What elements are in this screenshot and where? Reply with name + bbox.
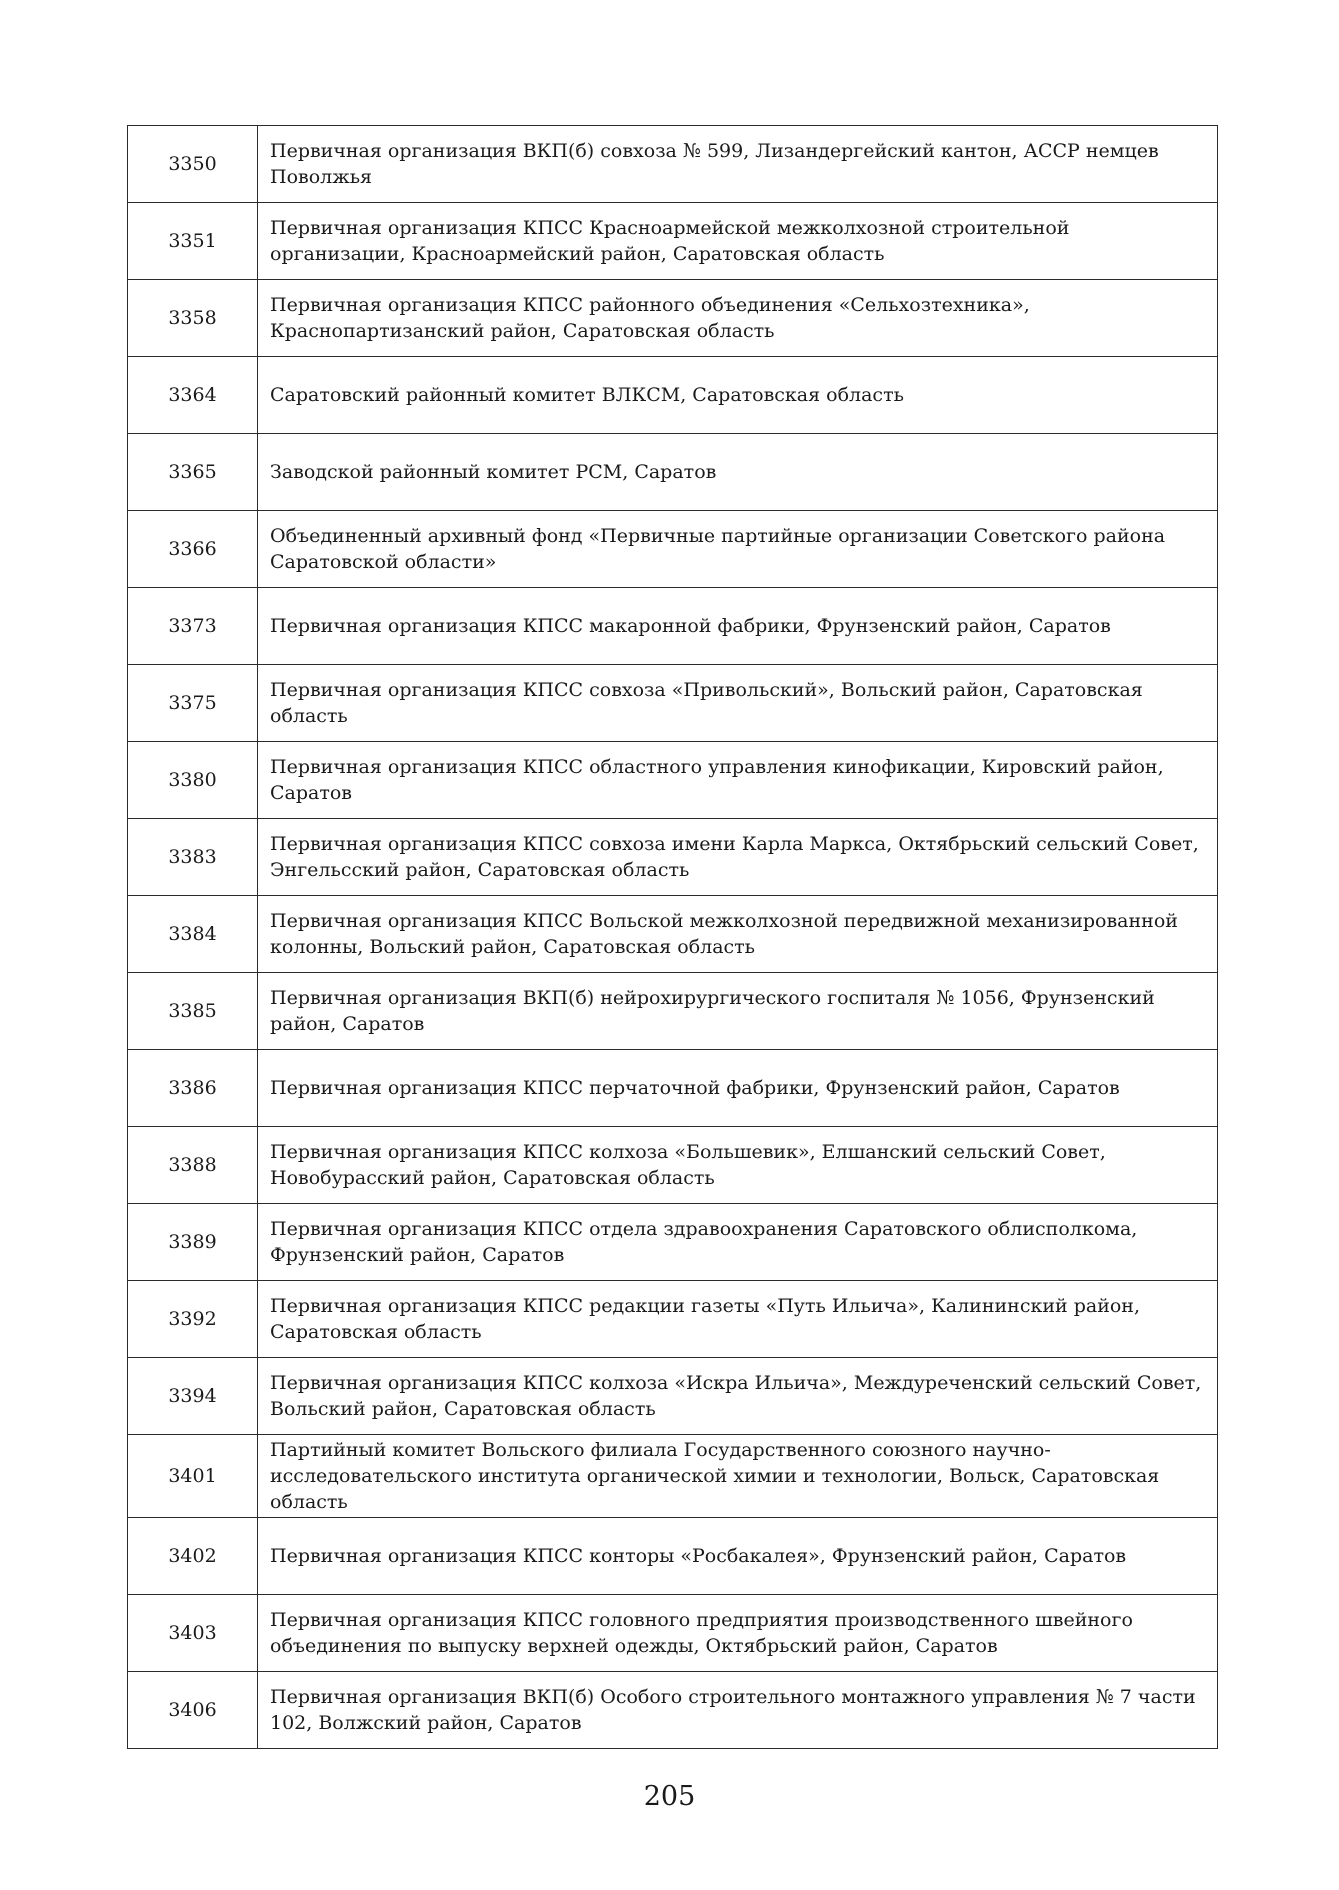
fund-name: Первичная организация КПСС перчаточной фабрики, Фрунзенский район, Саратов — [258, 1050, 1218, 1127]
table-row — [128, 1204, 1218, 1281]
fund-name: Первичная организация КПСС Вольской межколхозной передвижной механизированной колонны, Вольский район, Саратовская область — [258, 896, 1218, 973]
table-row — [128, 126, 1218, 203]
table-row — [128, 280, 1218, 357]
table-row — [128, 203, 1218, 280]
table-row — [128, 511, 1218, 588]
fund-name: Первичная организация КПСС редакции газеты «Путь Ильича», Калининский район, Саратовская область — [258, 1281, 1218, 1358]
fund-name: Первичная организация КПСС совхоза имени Карла Маркса, Октябрьский сельский Совет, Энгельсский район, Саратовская область — [258, 819, 1218, 896]
table-row — [128, 1595, 1218, 1672]
fund-name: Первичная организация КПСС Красноармейской межколхозной строительной организации, Красноармейский район, Саратовская область — [258, 203, 1218, 280]
table-row — [128, 665, 1218, 742]
fund-number: 3364 — [128, 357, 258, 434]
fund-number: 3366 — [128, 511, 258, 588]
fund-number: 3358 — [128, 280, 258, 357]
fund-number: 3380 — [128, 742, 258, 819]
fund-number: 3384 — [128, 896, 258, 973]
table-row — [128, 742, 1218, 819]
fund-name: Первичная организация КПСС отдела здравоохранения Саратовского облисполкома, Фрунзенский район, Саратов — [258, 1204, 1218, 1281]
page-number: 205 — [643, 1781, 696, 1812]
fund-name: Первичная организация КПСС макаронной фабрики, Фрунзенский район, Саратов — [258, 588, 1218, 665]
table-row — [128, 434, 1218, 511]
table-row — [128, 588, 1218, 665]
fund-number: 3385 — [128, 973, 258, 1050]
fund-number: 3401 — [128, 1435, 258, 1518]
fund-number: 3350 — [128, 126, 258, 203]
fund-name: Первичная организация ВКП(б) нейрохирургического госпиталя № 1056, Фрунзенский район, Саратов — [258, 973, 1218, 1050]
fund-name: Первичная организация КПСС конторы «Росбакалея», Фрунзенский район, Саратов — [258, 1518, 1218, 1595]
fund-number: 3389 — [128, 1204, 258, 1281]
fund-name: Первичная организация КПСС районного объединения «Сельхозтехника», Краснопартизанский район, Саратовская область — [258, 280, 1218, 357]
fund-number: 3373 — [128, 588, 258, 665]
fund-name: Первичная организация КПСС совхоза «Привольский», Вольский район, Саратовская область — [258, 665, 1218, 742]
fund-name: Первичная организация ВКП(б) совхоза № 599, Лизандергейский кантон, АССР немцев Поволжья — [258, 126, 1218, 203]
table-row — [128, 819, 1218, 896]
fund-number: 3351 — [128, 203, 258, 280]
fund-number: 3392 — [128, 1281, 258, 1358]
fund-name: Первичная организация ВКП(б) Особого строительного монтажного управления № 7 части 102, Волжский район, Саратов — [258, 1672, 1218, 1749]
table-row — [128, 1672, 1218, 1749]
fund-number: 3406 — [128, 1672, 258, 1749]
table-row — [128, 1358, 1218, 1435]
table-row — [128, 1127, 1218, 1204]
fund-number: 3388 — [128, 1127, 258, 1204]
fund-number: 3383 — [128, 819, 258, 896]
table-row — [128, 357, 1218, 434]
table-row — [128, 1050, 1218, 1127]
table-row — [128, 1435, 1218, 1518]
fund-list-table-wrap — [127, 125, 1218, 1749]
fund-name: Объединенный архивный фонд «Первичные партийные организации Советского района Саратовской области» — [258, 511, 1218, 588]
table-row — [128, 896, 1218, 973]
table-row — [128, 1518, 1218, 1595]
fund-name: Саратовский районный комитет ВЛКСМ, Саратовская область — [258, 357, 1218, 434]
fund-name: Первичная организация КПСС колхоза «Большевик», Елшанский сельский Совет, Новобурасский район, Саратовская область — [258, 1127, 1218, 1204]
fund-name: Заводской районный комитет РСМ, Саратов — [258, 434, 1218, 511]
table-row — [128, 973, 1218, 1050]
table-row — [128, 1281, 1218, 1358]
fund-number: 3365 — [128, 434, 258, 511]
fund-number: 3402 — [128, 1518, 258, 1595]
fund-number: 3386 — [128, 1050, 258, 1127]
fund-number: 3403 — [128, 1595, 258, 1672]
fund-name: Первичная организация КПСС колхоза «Искра Ильича», Междуреченский сельский Совет, Вольский район, Саратовская область — [258, 1358, 1218, 1435]
fund-list-table — [127, 125, 1218, 1749]
fund-number: 3375 — [128, 665, 258, 742]
fund-name: Первичная организация КПСС областного управления кинофикации, Кировский район, Саратов — [258, 742, 1218, 819]
fund-name: Первичная организация КПСС головного предприятия производственного швейного объединения по выпуску верхней одежды, Октябрьский район, Саратов — [258, 1595, 1218, 1672]
fund-name: Партийный комитет Вольского филиала Государственного союзного научно-исследовательского института органической химии и технологии, Вольск, Саратовская область — [258, 1435, 1218, 1518]
fund-number: 3394 — [128, 1358, 258, 1435]
